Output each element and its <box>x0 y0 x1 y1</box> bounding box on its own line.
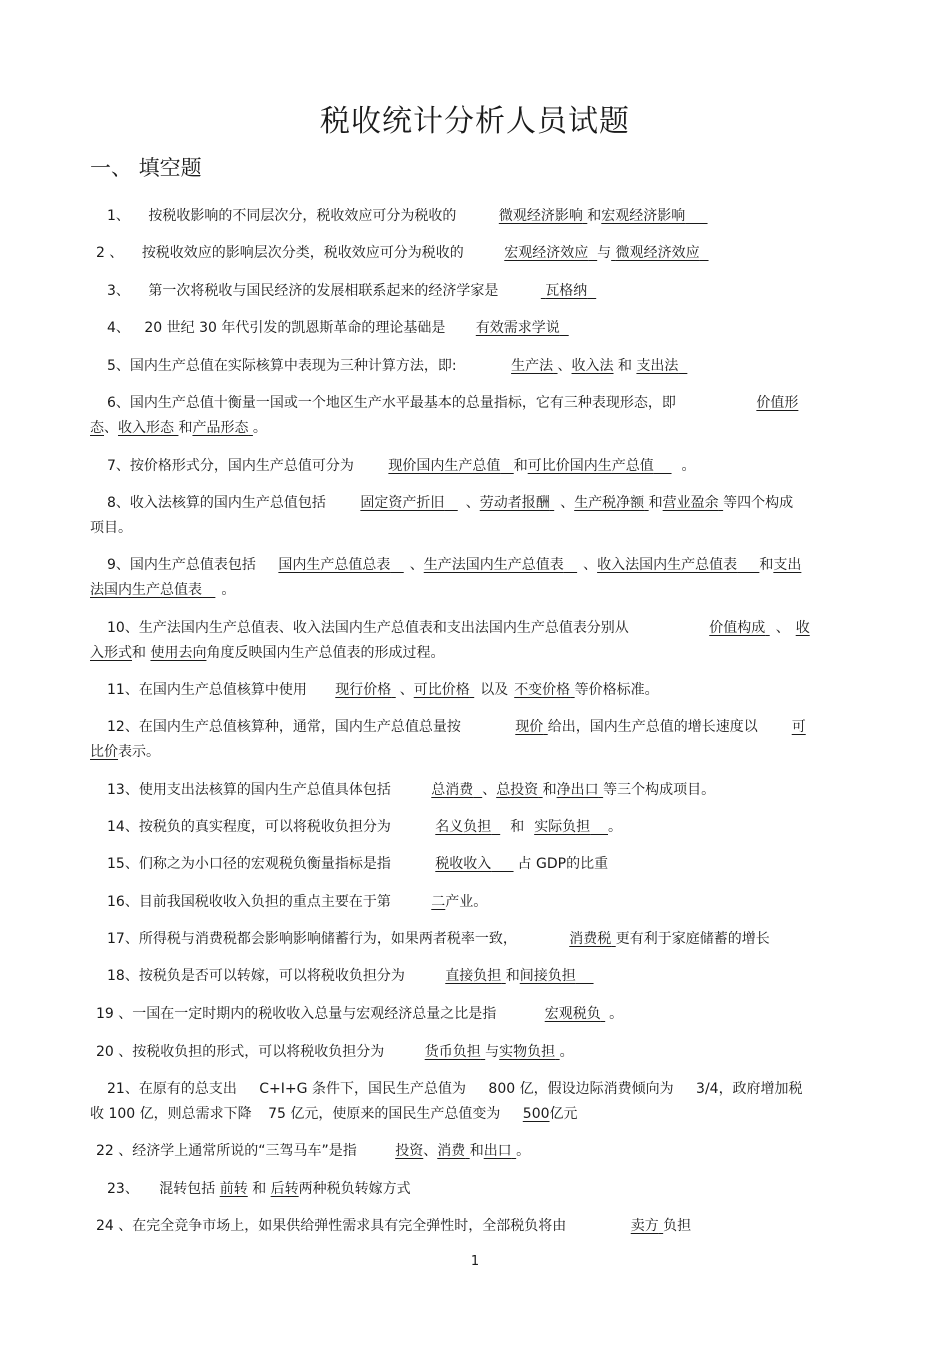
answer: 直接负担 <box>445 968 502 984</box>
page-title: 税收统计分析人员试题 <box>320 104 630 139</box>
question-12-cont: 比价表示。 <box>90 744 160 760</box>
question-12: 12、在国内生产总值核算种，通常，国内生产总值总量按 现价 给出，国内生产总值的增长速度以 可 <box>107 719 806 735</box>
answer: 税收收入 <box>435 856 492 872</box>
question-21: 21、在原有的总支出 C+I+G 条件下，国民生产总值为 800 亿，假设边际消费倾向为 3/4，政府增加税 <box>107 1081 803 1097</box>
answer: 总消费 <box>431 782 474 798</box>
answer: 可比价国内生产总值 <box>527 458 654 474</box>
answer: 法国内生产总值表 <box>90 582 202 598</box>
question-14: 14、按税负的真实程度，可以将税收负担分为 名义负担 和 实际负担 。 <box>107 819 622 835</box>
question-8: 8、收入法核算的国内生产总值包括 固定资产折旧 、劳动者报酬 、生产税净额 和营业盈余 等四个构成 <box>107 495 794 511</box>
answer: 名义负担 <box>435 819 492 835</box>
answer: 可比价格 <box>413 682 470 698</box>
answer: 现价 <box>515 719 544 735</box>
question-6-cont: 态、收入形态 和产品形态 。 <box>90 420 267 436</box>
answer: 收入法国内生产总值表 <box>597 557 738 573</box>
answer: 有效需求学说 <box>475 320 560 336</box>
answer: 劳动者报酬 <box>479 495 550 511</box>
answer: 前转 <box>219 1181 248 1197</box>
answer: 价值形 <box>756 395 799 411</box>
answer: 投资 <box>395 1143 424 1159</box>
answer: 500 <box>522 1106 550 1122</box>
question-4: 4、 20 世纪 30 年代引发的凯恩斯革命的理论基础是 有效需求学说 <box>107 320 560 336</box>
answer: 二 <box>431 894 446 910</box>
answer: 入形式 <box>90 645 132 661</box>
answer: 消费 <box>437 1143 466 1159</box>
answer: 货币负担 <box>424 1044 481 1060</box>
answer: 生产法 <box>511 358 554 374</box>
question-5: 5、国内生产总值在实际核算中表现为三种计算方法，即: 生产法 、收入法 和 支出法 <box>107 358 679 374</box>
answer: 间接负担 <box>519 968 576 984</box>
answer: 微观经济影响 <box>498 208 583 224</box>
answer: 总投资 <box>496 782 539 798</box>
question-16: 16、目前我国税收收入负担的重点主要在于第 二产业。 <box>107 894 488 910</box>
answer: 实物负担 <box>499 1044 556 1060</box>
question-10-cont: 入形式和 使用去向角度反映国内生产总值表的形成过程。 <box>90 645 445 661</box>
answer: 瓦格纳 <box>545 283 588 299</box>
answer: 净出口 <box>556 782 599 798</box>
question-8-cont: 项目。 <box>90 520 132 536</box>
question-1: 1、 按税收影响的不同层次分，税收效应可分为税收的 微观经济影响 和宏观经济影响 <box>107 208 686 224</box>
answer: 国内生产总值总表 <box>278 557 391 573</box>
answer: 使用去向 <box>150 645 207 661</box>
answer: 生产税净额 <box>574 495 645 511</box>
answer: 微观经济效应 <box>615 245 700 261</box>
question-18: 18、按税负是否可以转嫁，可以将税收负担分为 直接负担 和间接负担 <box>107 968 576 984</box>
answer: 宏观税负 <box>544 1006 601 1022</box>
question-22: 22 、经济学上通常所说的“三驾马车”是指 投资、消费 和出口 。 <box>96 1143 531 1159</box>
answer: 现价国内生产总值 <box>388 458 501 474</box>
question-10: 10、生产法国内生产总值表、收入法国内生产总值表和支出法国内生产总值表分别从 价值构成 、 收 <box>107 620 810 636</box>
question-9-cont: 法国内生产总值表 。 <box>90 582 236 598</box>
answer: 宏观经济效应 <box>504 245 589 261</box>
answer: 可 <box>791 719 806 735</box>
answer: 出口 <box>483 1143 512 1159</box>
question-2: 2 、 按税收效应的影响层次分类，税收效应可分为税收的 宏观经济效应 与 微观经济效应 <box>96 245 700 261</box>
answer: 卖方 <box>630 1218 659 1234</box>
answer: 价值构成 <box>709 620 766 636</box>
answer: 收 <box>795 620 810 636</box>
question-3: 3、 第一次将税收与国民经济的发展相联系起来的经济学家是 瓦格纳 <box>107 283 588 299</box>
answer: 态 <box>90 420 104 436</box>
question-19: 19 、一国在一定时期内的税收收入总量与宏观经济总量之比是指 宏观税负 。 <box>96 1006 624 1022</box>
answer: 产品形态 <box>192 420 249 436</box>
answer: 收入形态 <box>118 420 174 436</box>
question-11: 11、在国内生产总值核算中使用 现行价格 、可比价格 以及 不变价格 等价格标准。 <box>107 682 659 698</box>
answer: 收入法 <box>571 358 614 374</box>
answer: 后转 <box>270 1181 299 1197</box>
answer: 生产法国内生产总值表 <box>423 557 564 573</box>
page-number: 1 <box>470 1254 480 1269</box>
question-6: 6、国内生产总值十衡量一国或一个地区生产水平最基本的总量指标，它有三种表现形态，即 价值形 <box>107 395 799 411</box>
answer: 支出法 <box>636 358 679 374</box>
answer: 宏观经济影响 <box>601 208 686 224</box>
answer: 营业盈余 <box>662 495 719 511</box>
section-heading: 一、 填空题 <box>90 156 202 180</box>
question-15: 15、们称之为小口径的宏观税负衡量指标是指 税收收入 占 GDP的比重 <box>107 856 609 872</box>
answer: 支出 <box>773 557 802 573</box>
answer: 比价 <box>90 744 118 760</box>
answer: 消费税 <box>569 931 612 947</box>
answer: 固定资产折旧 <box>360 495 445 511</box>
question-20: 20 、按税收负担的形式，可以将税收负担分为 货币负担 与实物负担 。 <box>96 1044 574 1060</box>
question-21-cont: 收 100 亿，则总需求下降 75 亿元，使原来的国民生产总值变为 500亿元 <box>90 1106 578 1122</box>
question-17: 17、所得税与消费税都会影响影响储蓄行为，如果两者税率一致， 消费税 更有利于家庭储蓄的增长 <box>107 931 770 947</box>
question-7: 7、按价格形式分，国内生产总值可分为 现价国内生产总值 和可比价国内生产总值 。 <box>107 458 696 474</box>
answer: 实际负担 <box>534 819 591 835</box>
question-9: 9、国内生产总值表包括 国内生产总值总表 、生产法国内生产总值表 、收入法国内生产总值表 和支出 <box>107 557 802 573</box>
question-23: 23、 混转包括 前转 和 后转两种税负转嫁方式 <box>107 1181 411 1197</box>
answer: 现行价格 <box>335 682 392 698</box>
answer: 不变价格 <box>514 682 571 698</box>
question-13: 13、使用支出法核算的国内生产总值具体包括 总消费 、总投资 和净出口 等三个构成项目。 <box>107 782 716 798</box>
question-24: 24 、在完全竞争市场上，如果供给弹性需求具有完全弹性时，全部税负将由 卖方 负担 <box>96 1218 692 1234</box>
